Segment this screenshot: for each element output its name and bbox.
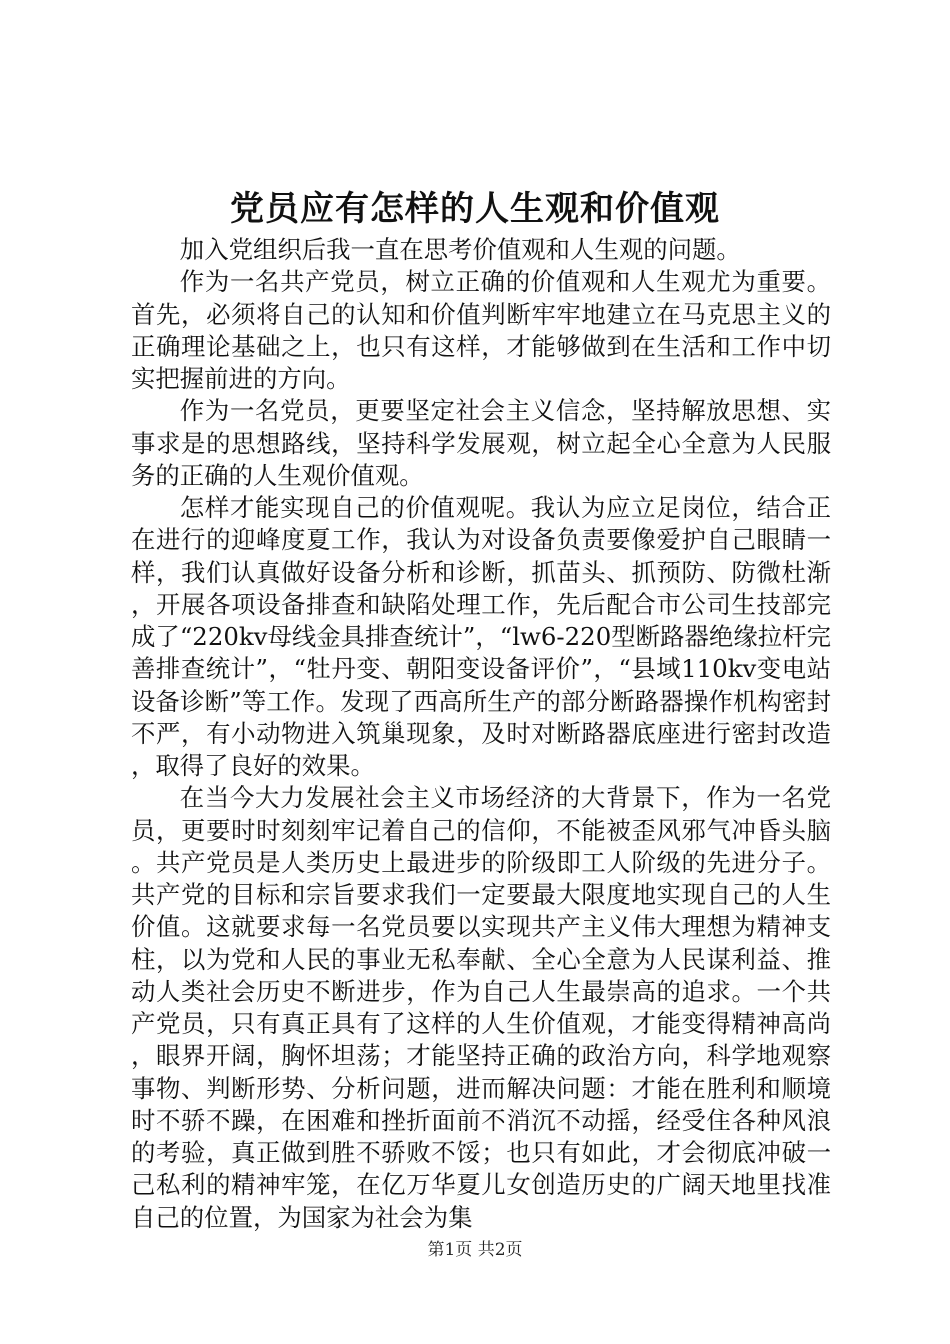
document-body — [131, 234, 831, 1234]
paragraph-2: 作为一名共产党员，树立正确的价值观和人生观尤为重要。首先，必须将自己的认知和价值判断牢牢地建立在马克思主义的正确理论基础之上，也只有这样，才能够做到在生活和工作中切实把握前进的方向。 — [131, 267, 831, 393]
paragraph-5: 在当今大力发展社会主义市场经济的大背景下，作为一名党员，更要时时刻刻牢记着自己的信仰，不能被歪风邪气冲昏头脑。共产党员是人类历史上最进步的阶级即工人阶级的先进分子。共产党的目标和宗旨要求我们一定要最大限度地实现自己的人生价值。这就要求每一名党员要以实现共产主义伟大理想为精神支柱，以为党和人民的事业无私奉献、全心全意为人民谋利益、推动人类社会历史不断进步，作为自己人生最崇高的追求。一个共产党员，只有真正具有了这样的人生价值观，才能变得精神高尚，眼界开阔，胸怀坦荡；才能坚持正确的政治方向，科学地观察事物、判断形势、分析问题，进而解决问题：才能在胜利和顺境时不骄不躁，在困难和挫折面前不消沉不动摇，经受住各种风浪的考验，真正做到胜不骄败不馁；也只有如此，才会彻底冲破一己私利的精神牢笼，在亿万华夏儿女创造历史的广阔天地里找准自己的位置，为国家为社会为集 — [131, 783, 831, 1232]
page-number-footer: 第1页 共2页 — [427, 1240, 523, 1260]
paragraph-4: 怎样才能实现自己的价值观呢。我认为应立足岗位，结合正在进行的迎峰度夏工作，我认为对设备负责要像爱护自己眼睛一样，我们认真做好设备分析和诊断，抓苗头、抓预防、防微杜渐，开展各项设备排查和缺陷处理工作，先后配合市公司生技部完成了“220kv母线金具排查统计”，“lw6-220型断路器绝缘拉杆完善排查统计”，“牡丹变、朝阳变设备评价”，“县域110kv变电站设备诊断”等工作。发现了西高所生产的部分断路器操作机构密封不严，有小动物进入筑巢现象，及时对断路器底座进行密封改造，取得了良好的效果。 — [131, 493, 831, 780]
document-title: 党员应有怎样的人生观和价值观 — [230, 189, 720, 229]
paragraph-3: 作为一名党员，更要坚定社会主义信念，坚持解放思想、实事求是的思想路线，坚持科学发展观，树立起全心全意为人民服务的正确的人生观价值观。 — [131, 396, 831, 490]
paragraph-1: 加入党组织后我一直在思考价值观和人生观的问题。 — [179, 235, 741, 264]
